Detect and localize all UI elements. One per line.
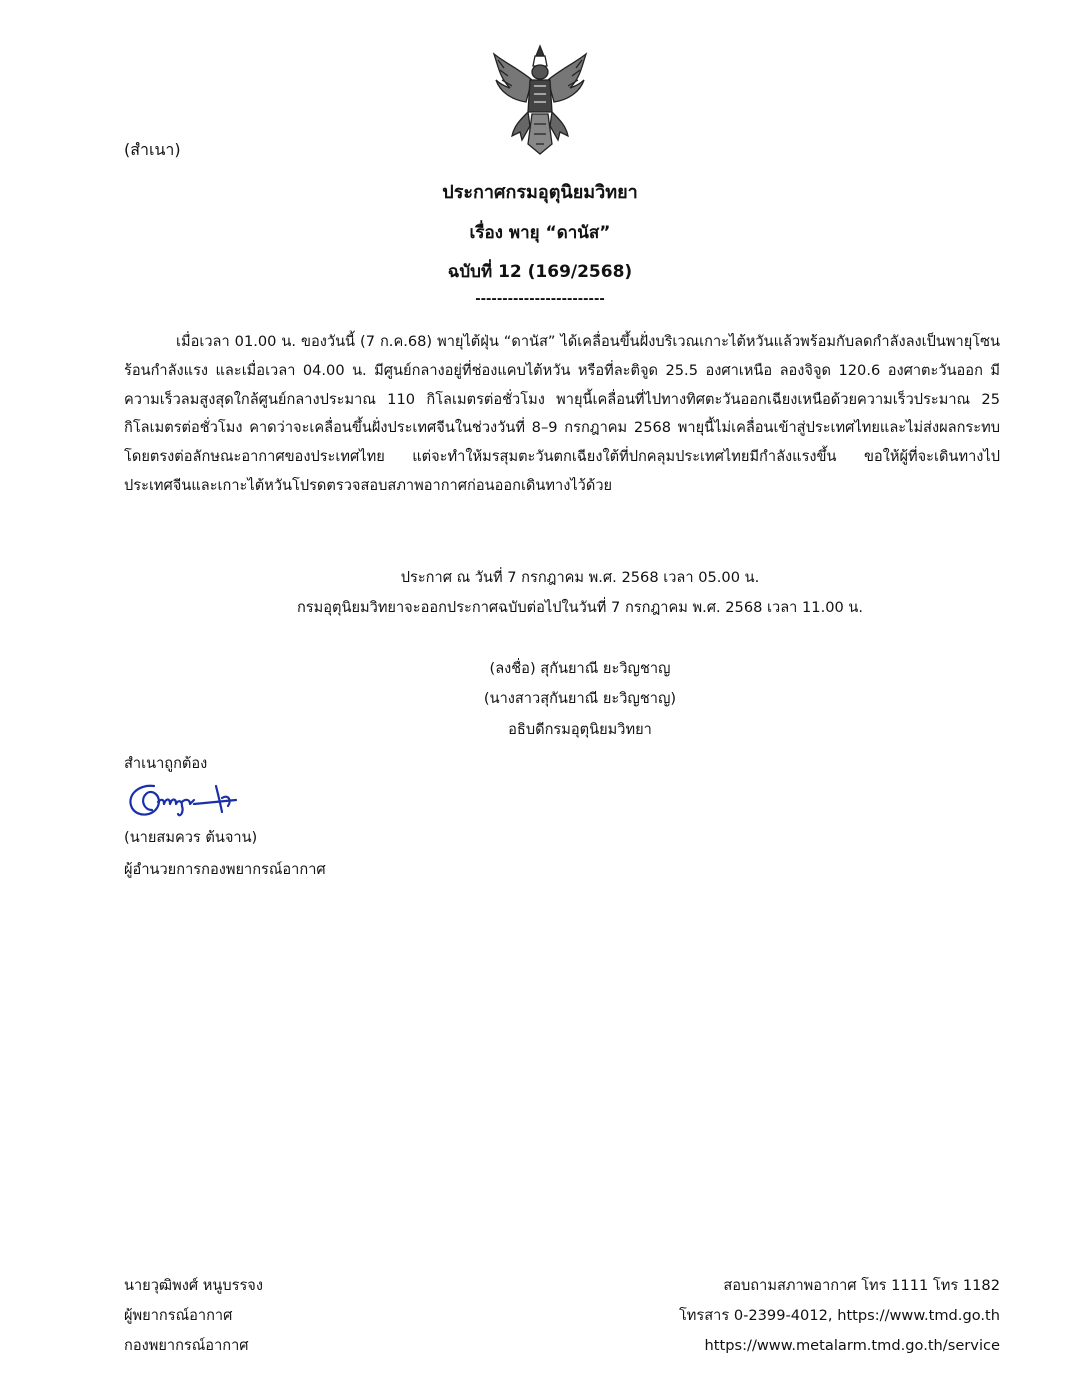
certified-copy-label: สำเนาถูกต้อง: [124, 755, 208, 772]
forecaster-name: นายวุฒิพงศ์ หนูบรรจง: [124, 1277, 263, 1294]
certifier-name: (นายสมควร ต้นจาน): [124, 829, 258, 846]
copy-label: (สำเนา): [124, 140, 181, 159]
certifier-position: ผู้อำนวยการกองพยากรณ์อากาศ: [124, 861, 326, 878]
footer-contact-info: [679, 1271, 1000, 1361]
signed-line: (ลงชื่อ) สุกันยาณี ยะวิญชาญ: [489, 660, 671, 677]
contact-phone: สอบถามสภาพอากาศ โทร 1111 โทร 1182: [723, 1277, 1000, 1294]
forecaster-position: ผู้พยากรณ์อากาศ: [124, 1307, 233, 1324]
next-announcement-line: กรมอุตุนิยมวิทยาจะออกประกาศฉบับต่อไปในวันที่ 7 กรกฎาคม พ.ศ. 2568 เวลา 11.00 น.: [296, 599, 864, 616]
announcement-body: เมื่อเวลา 01.00 น. ของวันนี้ (7 ก.ค.68) พายุไต้ฝุ่น “ดานัส” ได้เคลื่อนขึ้นฝั่งบริเวณเกาะไต้หวันแล้วพร้อมกับลดกำลังลงเป็นพายุโซนร้อนกำลังแรง และเมื่อเวลา 04.00 น. มีศูนย์กลางอยู่ที่ช่องแคบไต้หวัน หรือที่ละติจูด 25.5 องศาเหนือ ลองจิจูด 120.6 องศาตะวันออก มีความเร็วลมสูงสุดใกล้ศูนย์กลางประมาณ 110 กิโลเมตรต่อชั่วโมง พายุนี้เคลื่อนที่ไปทางทิศตะวันออกเฉียงเหนือด้วยความเร็วประมาณ 25 กิโลเมตรต่อชั่วโมง คาดว่าจะเคลื่อนขึ้นฝั่งประเทศจีนในช่วงวันที่ 8–9 กรกฎาคม 2568 พายุนี้ไม่เคลื่อนเข้าสู่ประเทศไทยและไม่ส่งผลกระทบโดยตรงต่อลักษณะอากาศของประเทศไทย แต่จะทำให้มรสุมตะวันตกเฉียงใต้ที่ปกคลุมประเทศไทยมีกำลังแรงขึ้น ขอให้ผู้ที่จะเดินทางไปประเทศจีนและเกาะไต้หวันโปรดตรวจสอบสภาพอากาศก่อนออกเดินทางไว้ด้วย: [124, 333, 1000, 494]
contact-service-url: https://www.metalarm.tmd.go.th/service: [704, 1337, 1000, 1354]
signatory-position: อธิบดีกรมอุตุนิยมวิทยา: [508, 721, 652, 738]
announcement-title: ประกาศกรมอุตุนิยมวิทยา: [442, 182, 638, 203]
garuda-emblem-icon: [490, 40, 590, 158]
forecaster-division: กองพยากรณ์อากาศ: [124, 1337, 249, 1354]
footer-forecaster-info: [124, 1271, 263, 1361]
signatory-name: (นางสาวสุกันยาณี ยะวิญชาญ): [483, 690, 677, 707]
announcement-subject: เรื่อง พายุ “ดานัส”: [469, 223, 611, 243]
contact-fax-website: โทรสาร 0-2399-4012, https://www.tmd.go.th: [678, 1307, 1000, 1324]
title-divider: ------------------------: [475, 292, 605, 307]
handwritten-signature: [124, 778, 244, 822]
issued-line: ประกาศ ณ วันที่ 7 กรกฎาคม พ.ศ. 2568 เวลา 05.00 น.: [400, 569, 760, 586]
announcement-number: ฉบับที่ 12 (169/2568): [447, 262, 633, 282]
